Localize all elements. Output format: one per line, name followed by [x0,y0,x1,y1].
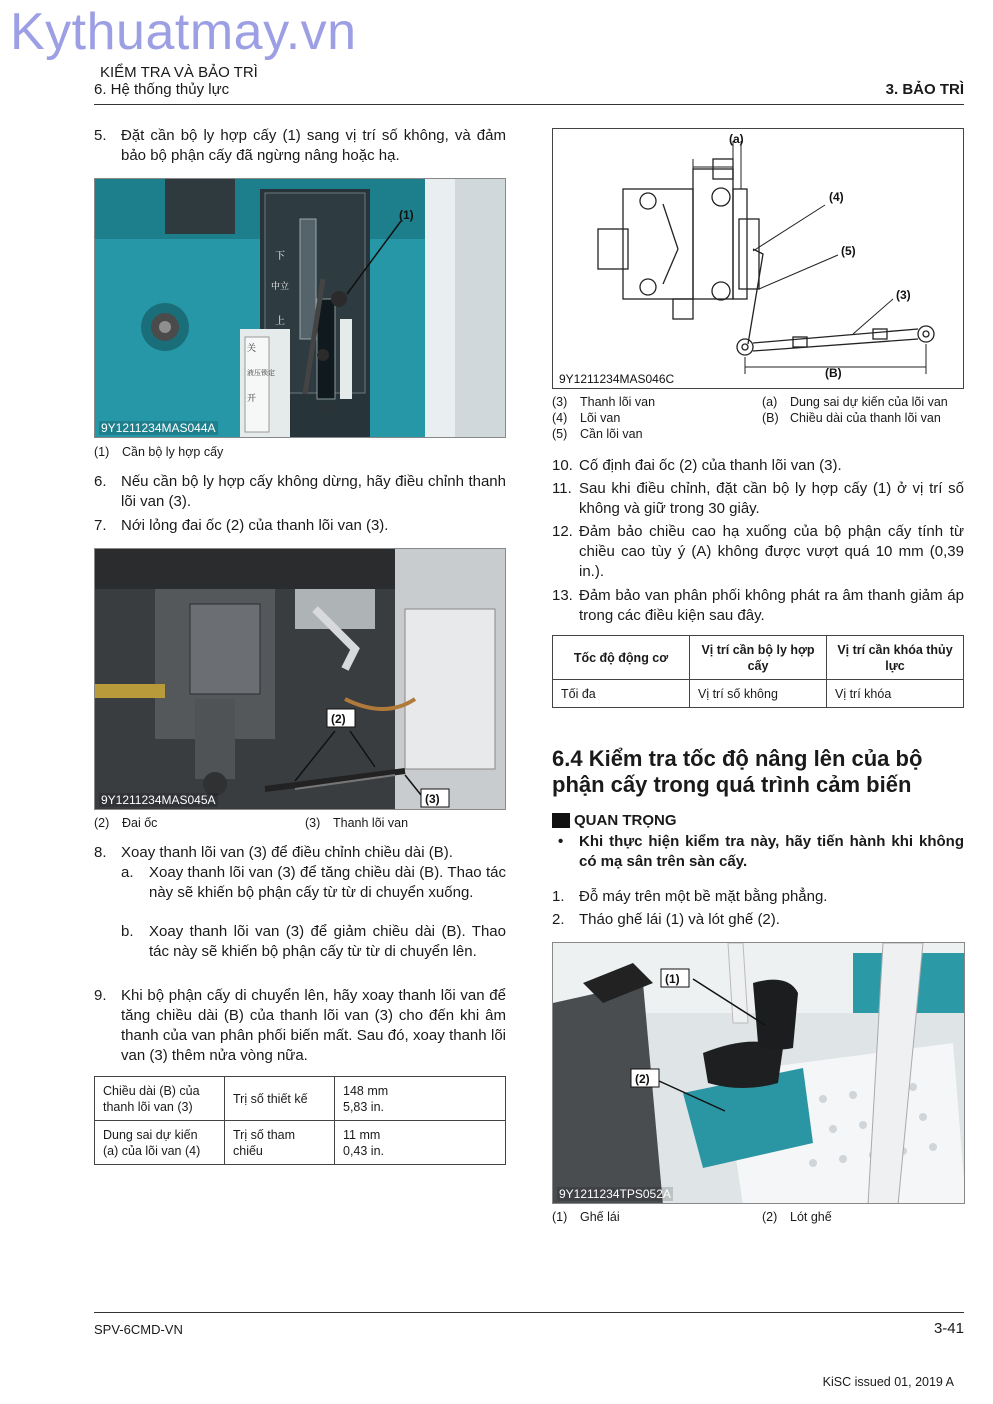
step-text: Nới lỏng đai ốc (2) của thanh lõi van (3). [121,517,389,534]
section-title: 6.4 Kiểm tra tốc độ nâng lên của bộ phận cấy trong quá trình cảm biến [552,746,923,797]
table-header-row [553,636,964,680]
label-B: (B) [825,366,842,380]
step-text: Đỗ máy trên một bề mặt bằng phẳng. [579,888,828,905]
footer-issued: KiSC issued 01, 2019 A [822,1375,954,1389]
callout-1: (1) [399,208,414,222]
callout-seat: (1) [665,972,680,986]
important-text: QUAN TRỌNG [574,812,677,829]
figure-code: 9Y1211234TPS052A [559,1187,671,1201]
table-row [95,1077,506,1121]
step-8 [94,843,506,863]
step-number: 10. [552,457,573,474]
caption-text: Lót ghế [790,1210,832,1224]
label-3: (3) [896,288,911,302]
step-text: Đặt cần bộ ly hợp cấy (1) sang vị trí số không, và đảm bảo bộ phận cấy đã ngừng nâng hoặc hạ. [121,127,506,164]
table-cell: Trị số tham chiếu [225,1121,335,1165]
caption-number: (2) [762,1210,778,1224]
mark-up: 上 [275,316,285,327]
table-cell: Trị số thiết kế [225,1077,335,1121]
bullet-text: Khi thực hiện kiểm tra này, hãy tiến hành khi không có mạ sân trên sàn cấy. [579,833,964,870]
figure-code: 9Y1211234MAS045A [101,793,216,807]
step-text: Cố định đai ốc (2) của thanh lõi van (3). [579,457,842,474]
mark-neutral: 中立 [271,282,290,292]
callout-seat-pad: (2) [635,1072,650,1086]
caption-number: (3) [305,816,321,830]
caption-number: (2) [94,816,110,830]
mark-down: 下 [275,251,285,262]
table-header-cell: Tốc độ động cơ [553,636,690,680]
step-number: 13. [552,587,573,604]
legend-text: Chiều dài của thanh lõi van [790,411,941,425]
header-divider [94,104,964,105]
table-cell: Tối đa [553,680,690,708]
table-cell: 11 mm 0,43 in. [335,1121,506,1165]
step-10 [552,456,964,476]
legend-number: (3) [552,395,568,409]
table-header-cell: Vị trí cần bộ ly hợp cấy [690,636,827,680]
caption-1 [94,444,223,460]
header-title: KIỂM TRA VÀ BẢO TRÌ [100,64,258,81]
step-9 [94,986,506,1066]
caption-2 [94,815,408,831]
mark-open: 开 [247,394,257,404]
caption-text: Ghế lái [580,1210,620,1224]
table-cell: Dung sai dự kiến (a) của lõi van (4) [95,1121,225,1165]
legend-text: Cần lõi van [580,427,643,441]
label-4: (4) [829,190,844,204]
step-number: 11. [552,480,572,497]
mark-soft: 软 [322,404,332,414]
label-5: (5) [841,244,856,258]
footer-divider [94,1312,964,1313]
table-cell: Vị trí số không [690,680,827,708]
step-number: 9. [94,987,107,1004]
step-number: 6. [94,473,107,490]
bullet-icon: • [558,833,564,850]
step-number: 7. [94,517,107,534]
footer-doc-code: SPV-6CMD-VN [94,1322,183,1337]
table-header-cell: Vị trí cần khóa thủy lực [827,636,964,680]
table-cell: 148 mm 5,83 in. [335,1077,506,1121]
caption-3 [552,1209,832,1225]
callout-2: (2) [331,712,346,726]
step-number: 8. [94,844,107,861]
legend-number: (a) [762,395,778,409]
caption-number: (1) [94,445,110,459]
table-row [553,680,964,708]
mark-lock: 液压锁定 [247,369,275,377]
legend-text: Thanh lõi van [580,395,656,409]
substep-letter: a. [121,864,134,881]
step-6 [94,472,506,512]
caption-number: (1) [552,1210,568,1224]
step-2 [552,910,964,930]
legend-text: Dung sai dự kiến của lõi van [790,395,948,409]
step-13 [552,586,964,626]
watermark: Kythuatmay.vn [10,3,357,61]
important-label [552,812,677,829]
photo-valve-nut [94,548,506,810]
step-text: Tháo ghế lái (1) và lót ghế (2). [579,911,780,928]
step-number: 1. [552,888,565,905]
step-number: 5. [94,127,107,144]
photo-clutch-lever [94,178,506,438]
table-cell: Vị trí khóa [827,680,964,708]
table-cell: Chiều dài (B) của thanh lõi van (3) [95,1077,225,1121]
photo-seat [552,942,965,1204]
step-8a [121,863,506,903]
conditions-table [552,635,964,708]
step-text: Xoay thanh lõi van (3) để điều chỉnh chiều dài (B). [121,844,453,861]
header-section: 6. Hệ thống thủy lực [94,81,230,98]
figure-code: 9Y1211234MAS046C [559,372,675,386]
legend-text: Lõi van [580,411,621,425]
step-number: 12. [552,523,573,540]
legend-number: (4) [552,411,568,425]
table-row [95,1121,506,1165]
diagram-legend [552,394,964,442]
caption-text: Đai ốc [122,816,158,830]
step-11 [552,479,964,519]
substep-text: Xoay thanh lõi van (3) để giảm chiều dài (B). Thao tác này sẽ khiến bộ phận cấy từ từ di chuyển lên. [149,923,506,960]
step-text: Sau khi điều chỉnh, đặt cần bộ ly hợp cấy (1) ở vị trí số không và giữ trong 30 giây. [579,480,964,517]
spec-table-left [94,1076,506,1165]
step-7 [94,516,506,536]
step-text: Đảm bảo van phân phối không phát ra âm thanh giảm áp trong các điều kiện sau đây. [579,587,964,624]
substep-text: Xoay thanh lõi van (3) để tăng chiều dài (B). Thao tác này sẽ khiến bộ phận cấy từ từ di chuyển xuống. [149,864,506,901]
step-1 [552,887,964,907]
caption-text: Cần bộ ly hợp cấy [122,445,224,459]
important-bullet [552,832,964,872]
legend-number: (B) [762,411,779,425]
step-number: 2. [552,911,565,928]
legend-number: (5) [552,427,568,441]
important-square-icon [552,813,570,828]
step-8b [121,922,506,962]
mark-close: 关 [247,344,257,354]
step-text: Đảm bảo chiều cao hạ xuống của bộ phận cấy tính từ chiều cao tùy ý (A) không được vượt quá 10 mm (0,39 in.). [579,523,964,580]
diagram-valve-spool [552,128,964,389]
header-chapter: 3. BẢO TRÌ [885,81,964,98]
figure-code: 9Y1211234MAS044A [101,421,216,435]
step-text: Nếu cần bộ ly hợp cấy không dừng, hãy điều chỉnh thanh lõi van (3). [121,473,506,510]
substep-letter: b. [121,923,134,940]
step-5 [94,126,506,166]
label-a: (a) [729,132,744,146]
callout-3: (3) [425,792,440,806]
page-number: 3-41 [933,1320,964,1337]
step-text: Khi bộ phận cấy di chuyển lên, hãy xoay thanh lõi van để tăng chiều dài (B) của thanh lõi van (3) cho đến khi âm thanh của van phân phối biến mất. Sau đó, xoay thanh lõi van (3) thêm nửa vòng nữa. [121,987,506,1064]
caption-text: Thanh lõi van [333,816,409,830]
step-12 [552,522,964,582]
